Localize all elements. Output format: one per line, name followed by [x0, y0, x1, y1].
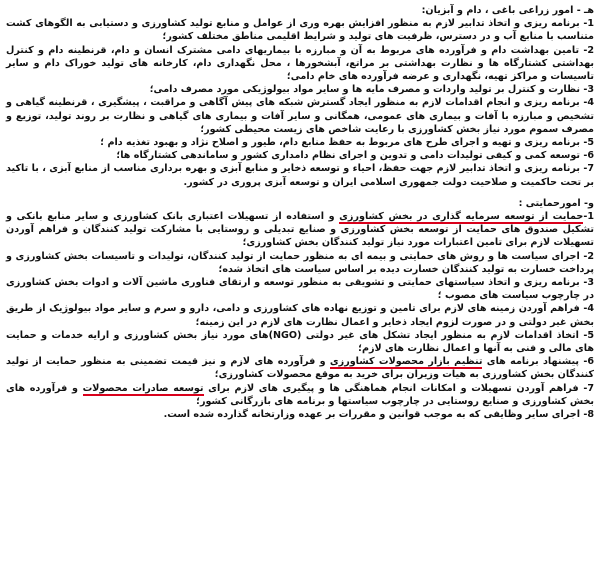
- section-h-item-1: 1- برنامه ریزی و اتخاذ تدابیر لازم به منظور افزایش بهره وری از عوامل و منابع تولید کشاورزی و دستیابی به الگوهای کشت متناسب با منابع آب و در دسترس، ظرفیت های تولید و شرایط اقلیمی مناطق مختلف کشور؛: [6, 18, 594, 43]
- section-v-item-8: 8- اجرای سایر وظایفی که به موجب قوانین و مقررات بر عهده وزارتخانه گذارده شده است.: [163, 409, 594, 421]
- section-h-item-6: 6- توسعه کمی و کیفی تولیدات دامی و تدوین و اجرای نظام دامداری کشور و ساماندهی کشتارگاه ها؛: [116, 150, 594, 162]
- section-v-item-6: [6, 355, 594, 381]
- item-number: 1-: [583, 211, 594, 223]
- item-number: 6-: [579, 356, 595, 368]
- section-v-item-4: 4- فراهم آوردن زمینه های لازم برای تامین و توزیع نهاده های کشاورزی و دامی، دارو و سرم و سایر مواد بیولوژیک از طریق بخش غیر دولتی و در صورت لزوم ایجاد ذخایر و اعمال نظارت های لازم در این زمینه؛: [6, 303, 594, 328]
- section-h-item-2: 2- تامین بهداشت دام و فرآورده های مربوط به آن و مبارزه با بیماریهای دامی مشترک انسان و دام، قرنطینه دام و کنترل بهداشتی کشتارگاه ها و نظارت بهداشتی بر مراتع، آبشخورها ، محل نگهداری دام، کارخانه های تولید خوراک دام و سایر تاسیسات و مراکز تهیه، نگهداری و عرضه فرآورده های خام دامی؛: [6, 44, 594, 83]
- section-v-item-5: 5- اتخاذ اقدامات لازم به منظور ایجاد تشکل های غیر دولتی (NGO)های مورد نیاز بخش کشاورزی و ارایه خدمات و حمایت های مالی و فنی به آنها و اعمال نظارت های لازم؛: [6, 329, 595, 355]
- section-h-item-4: 4- برنامه ریزی و انجام اقدامات لازم به منظور ایجاد گسترش شبکه های پیش آگاهی و مراقبت ، پیشگیری ، قرنطینه گیاهی و تشخیص و مبارزه با آفات و بیماری های عمومی، همگانی و سایر آفات و بیماری های گیاهی و نظارت بر روند تولید، توزیع و مصرف سموم مورد نیاز بخش کشاورزی با رعایت شاخص های زیست محیطی کشور؛: [6, 97, 594, 135]
- item-text: و فرآورده های بخش کشاورزی و صنایع روستایی در چارچوب سیاستها و برنامه های بازرگانی کشور؛: [6, 382, 594, 407]
- underlined-phrase: حمایت از توسعه سرمایه گذاری در بخش کشاورزی: [339, 211, 584, 223]
- item-text: پیشنهاد برنامه های: [482, 356, 580, 368]
- section-gap: [6, 189, 594, 197]
- section-h-item-3: 3- نظارت و کنترل بر تولید واردات و مصرف مایه ها و سایر مواد بیولوژیکی مورد مصرف دامی؛: [149, 84, 594, 96]
- document-body: [6, 4, 594, 421]
- section-v-item-2: 2- اجرای سیاست ها و روش های حمایتی و بیمه ای به منظور حمایت از تولید کنندگان، تولیدات و تاسیسات بخش کشاورزی و پرداخت خسارت به تولید کنندگان خسارت دیده بر اساس سیاست های اتخاذ شده؛: [6, 250, 594, 275]
- item-text: و فرآورده های لازم و نیز قیمت تضمینی به منظور حمایت از تولید کنندگان بخش کشاورزی به هیات وزیران برای خرید به موقع محصولات کشاورزی؛: [6, 356, 594, 381]
- section-h-item-7: 7- برنامه ریزی و اتخاذ تدابیر لازم جهت حفظ، احیاء و توسعه ذخایر و منابع آبزی و بهره برداری مناسب از منابع آبزی ، با تاکید بر تحت حاکمیت و صلاحیت دولت جمهوری اسلامی ایران و توسعه آبزی پروری در کشور.: [6, 163, 594, 188]
- item-text: فراهم آوردن تسهیلات و امکانات انجام هماهنگی ها و پیگیری های لازم برای: [203, 382, 579, 394]
- item-text: و استفاده از تسهیلات اعتباری بانک کشاورزی و سایر منابع بانکی و تشکیل صندوق های حمایت از توسعه بخش کشاورزی و صنایع تبدیلی و روستایی با مشارکت تولید کنندگان و فراهم آوردن تسهیلات لازم برای تامین اعتبارات مورد نیاز تولید کنندگان بخش کشاورزی؛: [6, 211, 594, 249]
- section-v-item-3: 3- برنامه ریزی و اتخاذ سیاستهای حمایتی و تشویقی به منظور توسعه و ارتقای فناوری ماشین آلات و ادوات بخش کشاورزی در چارچوب سیاست های مصوب ؛: [6, 277, 594, 302]
- section-v-heading: و- امورحمایتی :: [518, 197, 594, 209]
- underlined-phrase: تنظیم بازار محصولات کشاورزی: [329, 356, 483, 368]
- section-h-item-5: 5- برنامه ریزی و تهیه و اجرای طرح های مربوط به حفظ منابع دام، طیور و اصلاح نژاد و بهبود تغذیه دام ؛: [100, 137, 594, 149]
- section-v-item-7: [6, 382, 594, 408]
- item-number: 7-: [578, 382, 594, 394]
- section-v-item-1: [6, 210, 594, 250]
- section-h-heading: هـ - امور زراعی باغی ، دام و آبزیان:: [421, 5, 594, 16]
- underlined-phrase: توسعه صادرات محصولات: [82, 382, 204, 394]
